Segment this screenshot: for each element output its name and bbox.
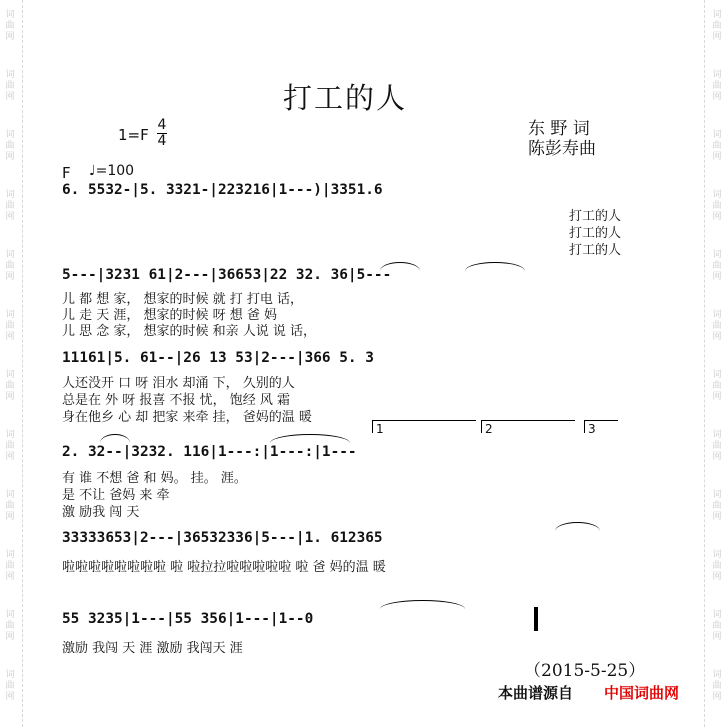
lyrics-row-3: [62, 375, 312, 426]
lyric-line: 是 不让 爸妈 来 牵: [62, 488, 170, 503]
slur: [270, 434, 350, 443]
watermark-text: 词 曲 网: [5, 550, 15, 582]
watermark-text: 词 曲 网: [5, 70, 15, 102]
composer-credit: 陈彭寿曲: [528, 139, 596, 159]
notation-row-2: 5---|3231 61|2---|36653|22 32. 36|5---: [62, 267, 392, 283]
key-signature: 1=F: [118, 126, 149, 144]
notation-row-3: 11161|5. 61--|26 13 53|2---|366 5. 3: [62, 350, 374, 366]
lyric-line: 儿 走 天 涯， 想家的时候 呀 想 爸 妈: [62, 308, 278, 323]
date-stamp: （2015-5-25）: [524, 661, 646, 681]
watermark-text: 词 曲 网: [712, 430, 722, 462]
tempo-value: =100: [95, 163, 135, 179]
lyric-line: 儿 都 想 家， 想家的时候 就 打 打电 话，: [62, 292, 304, 307]
slur: [380, 600, 465, 609]
lyric-line: 激 励我 闯 天: [62, 505, 140, 520]
slur: [555, 522, 600, 531]
slur: [380, 262, 420, 271]
watermark-text: 词 曲 网: [5, 190, 15, 222]
volta-1: 1: [372, 420, 476, 433]
time-sig-bottom: 4: [157, 133, 167, 149]
tempo-key-letter: F: [62, 164, 71, 182]
watermark-text: 词 曲 网: [712, 190, 722, 222]
time-signature: [157, 118, 167, 149]
watermark-text: 词 曲 网: [5, 130, 15, 162]
lyric-line: 总是在 外 呀 报喜 不报 忧， 饱经 风 霜: [62, 393, 291, 408]
notation-row-1: 6. 5532-|5. 3321-|223216|1---)|3351.6: [62, 182, 383, 198]
watermark-text: 词 曲 网: [5, 250, 15, 282]
page-title: 打工的人: [283, 81, 408, 115]
lyric-line: 打工的人: [569, 243, 622, 258]
watermark-text: 词 曲 网: [5, 310, 15, 342]
watermark-text: 词 曲 网: [5, 370, 15, 402]
lyric-line: 有 谁 不想 爸 和 妈。 挂。 涯。: [62, 471, 247, 486]
watermark-text: 词 曲 网: [712, 70, 722, 102]
watermark-text: 词 曲 网: [712, 250, 722, 282]
watermark-text: 词 曲 网: [5, 10, 15, 42]
lyric-line: 儿 思 念 家， 想家的时候 和亲 人说 说 话，: [62, 324, 317, 339]
lyrics-row-4: [62, 470, 247, 521]
watermark-text: 词 曲 网: [5, 490, 15, 522]
watermark-text: 词 曲 网: [712, 130, 722, 162]
lyric-line: 打工的人: [569, 226, 622, 241]
final-barline: [534, 607, 538, 631]
watermark-text: 词 曲 网: [712, 490, 722, 522]
source-label: 本曲谱源自: [498, 684, 574, 702]
lyric-line: 激励 我闯 天 涯 激励 我闯天 涯: [62, 641, 243, 656]
watermark-text: 词 曲 网: [712, 10, 722, 42]
lyric-line: 啦啦啦啦啦啦啦啦 啦 啦拉拉啦啦啦啦啦 啦 爸 妈的温 暖: [62, 560, 386, 575]
lyric-line: 身在他乡 心 却 把家 来牵 挂， 爸妈的温 暖: [62, 410, 312, 425]
notation-row-6: 55 3235|1---|55 356|1---|1--0: [62, 611, 314, 627]
watermark-text: 词 曲 网: [712, 670, 722, 702]
lyrics-row-5: [62, 556, 386, 575]
watermark-text: 词 曲 网: [5, 610, 15, 642]
watermark-text: 词 曲 网: [712, 610, 722, 642]
notation-row-4: 2. 32--|3232. 116|1---:|1---:|1---: [62, 444, 357, 460]
slur: [100, 434, 130, 443]
notation-row-5: 33333653|2---|36532336|5---|1. 612365: [62, 530, 383, 546]
volta-2: 2: [481, 420, 575, 433]
slur: [465, 262, 525, 271]
watermark-text: 词 曲 网: [712, 550, 722, 582]
lyrics-row-1: [569, 208, 621, 259]
lyric-line: 人还没开 口 呀 泪水 却涌 下， 久别的人: [62, 376, 295, 391]
tempo-mark: [89, 163, 134, 179]
lyrics-row-2: [62, 292, 316, 340]
watermark-text: 词 曲 网: [712, 310, 722, 342]
lyricist-credit: 东 野 词: [528, 119, 590, 139]
volta-3: 3: [584, 420, 618, 433]
watermark-text: 词 曲 网: [712, 370, 722, 402]
site-link[interactable]: 中国词曲网: [604, 684, 680, 702]
lyrics-row-6: [62, 637, 243, 656]
watermark-text: 词 曲 网: [5, 670, 15, 702]
time-sig-top: 4: [157, 117, 167, 133]
lyric-line: 打工的人: [569, 209, 622, 224]
watermark-text: 词 曲 网: [5, 430, 15, 462]
quarter-note-icon: ♩: [89, 163, 96, 179]
